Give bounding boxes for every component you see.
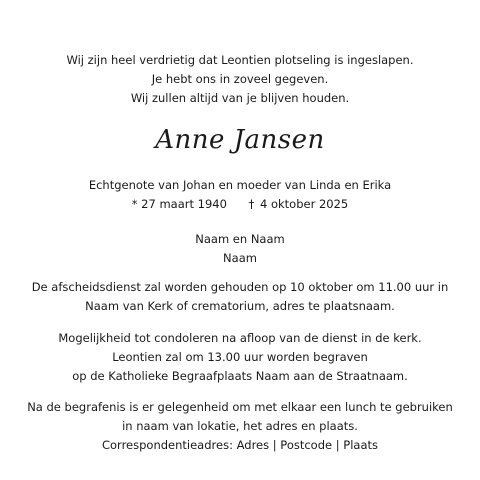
deceased-name-block bbox=[0, 125, 480, 155]
personal-details bbox=[0, 176, 480, 214]
dates-line bbox=[0, 195, 480, 214]
after-info bbox=[0, 398, 480, 455]
service-line: Naam van Kerk of crematorium, adres te plaatsnaam. bbox=[85, 299, 395, 313]
service-info bbox=[0, 278, 480, 316]
cross-icon: † bbox=[248, 197, 255, 211]
family-line: Naam en Naam bbox=[195, 232, 285, 246]
condolence-line: op de Katholieke Begraafplaats Naam aan de Straatnaam. bbox=[72, 369, 408, 383]
intro-line: Wij zijn heel verdrietig dat Leontien plotseling is ingeslapen. bbox=[66, 53, 414, 67]
after-line: in naam van lokatie, het adres en plaats. bbox=[122, 419, 358, 433]
intro-text bbox=[0, 51, 480, 108]
correspondence-address: Correspondentieadres: Adres | Postcode | Plaats bbox=[101, 438, 379, 452]
intro-line: Je hebt ons in zoveel gegeven. bbox=[151, 72, 329, 86]
family-names bbox=[0, 230, 480, 268]
deceased-name: Anne Jansen bbox=[155, 125, 325, 155]
intro-line: Wij zullen altijd van je blijven houden. bbox=[130, 91, 350, 105]
death-date: 4 oktober 2025 bbox=[259, 197, 349, 211]
relation-text: Echtgenote van Johan en moeder van Linda en Erika bbox=[88, 178, 392, 192]
service-line: De afscheidsdienst zal worden gehouden op 10 oktober om 11.00 uur in bbox=[31, 280, 449, 294]
family-line: Naam bbox=[223, 251, 257, 265]
condolence-line: Mogelijkheid tot condoleren na afloop van de dienst in de kerk. bbox=[58, 331, 422, 345]
condolence-info bbox=[0, 329, 480, 386]
birth-date: * 27 maart 1940 bbox=[131, 197, 227, 211]
after-line: Na de begrafenis is er gelegenheid om met elkaar een lunch te gebruiken bbox=[27, 400, 453, 414]
condolence-line: Leontien zal om 13.00 uur worden begraven bbox=[112, 350, 368, 364]
